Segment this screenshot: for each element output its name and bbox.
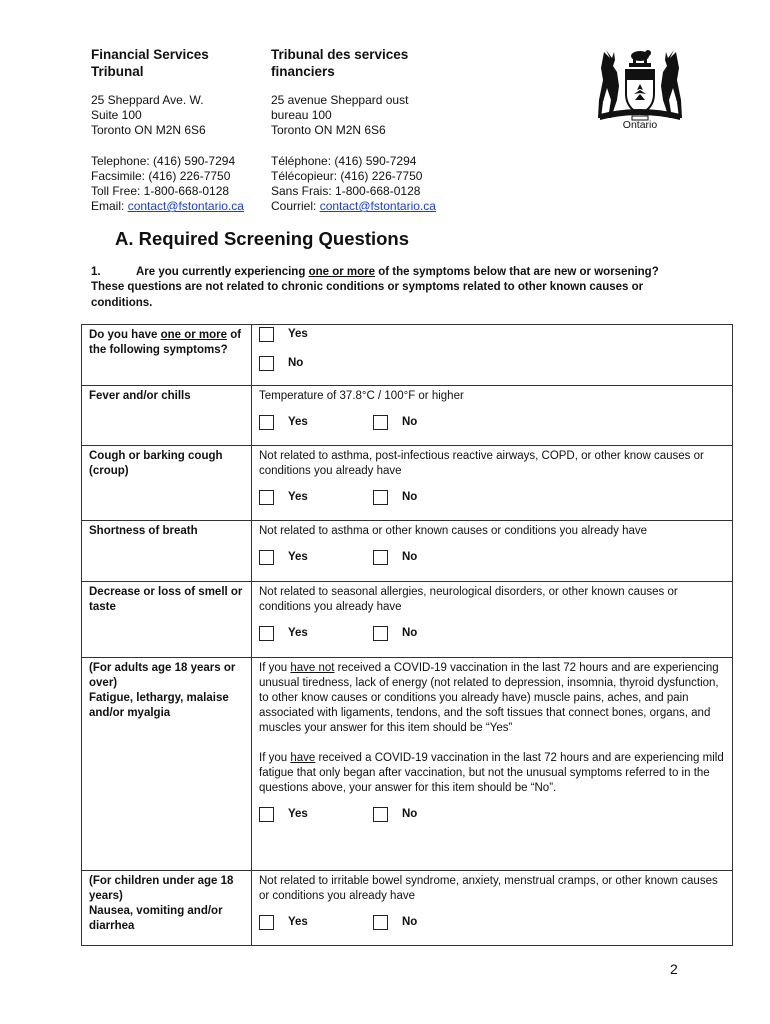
option-label: Yes <box>288 626 308 639</box>
option-no[interactable] <box>373 415 417 430</box>
org-name-line: Tribunal des services <box>271 47 409 62</box>
table-row <box>82 445 732 520</box>
question-number: 1. <box>91 266 101 278</box>
question-1 <box>91 265 681 311</box>
row-label: Fever and/or chills <box>82 386 252 445</box>
label-text: Nausea, vomiting and/or diarrhea <box>89 905 223 932</box>
option-no[interactable] <box>373 550 417 565</box>
checkbox-yes[interactable] <box>259 550 274 565</box>
checkbox-yes[interactable] <box>259 807 274 822</box>
row-description: Not related to asthma or other known causes or conditions you already have <box>259 525 648 537</box>
row-content <box>252 658 732 870</box>
text-emphasis: have <box>290 752 316 764</box>
option-yes[interactable] <box>259 490 373 505</box>
row-label <box>82 871 252 945</box>
option-no[interactable] <box>373 807 417 822</box>
org-name-line: Tribunal <box>91 64 144 79</box>
checkbox-no[interactable] <box>373 915 388 930</box>
row-label: Shortness of breath <box>82 521 252 581</box>
text: received a COVID-19 vaccination in the last 72 hours and are experiencing mild fatigue that only began after vaccination, but not the unusual symptoms referred to in the questions above, your answer for this item should be “No”. <box>259 752 724 794</box>
address-line: bureau 100 <box>271 108 332 122</box>
option-yes[interactable] <box>259 626 373 641</box>
option-yes[interactable] <box>259 327 725 342</box>
checkbox-no[interactable] <box>259 356 274 371</box>
table-row <box>82 870 732 945</box>
label-text: of the following symptoms? <box>89 329 242 356</box>
address-line: 25 avenue Sheppard oust <box>271 93 409 107</box>
text-emphasis: have not <box>290 662 335 674</box>
contact-en <box>91 154 261 214</box>
table-row <box>82 385 732 445</box>
email-label: Email: <box>91 199 128 213</box>
option-no[interactable] <box>373 626 417 641</box>
option-no[interactable] <box>259 356 725 371</box>
email-link[interactable]: contact@fstontario.ca <box>319 199 436 213</box>
address-en <box>91 93 261 138</box>
address-line: Toronto ON M2N 6S6 <box>271 123 386 137</box>
option-label: No <box>402 626 418 639</box>
text: received a COVID-19 vaccination in the last 72 hours and are experiencing unusual tiredness, lack of energy (not related to depression, insomnia, thyroid dysfunction, to other know causes or conditions you already have) muscle pains, aches, and pain associated with ligaments, tendons, and the soft tissues that connect bones, organs, and muscles your answer for this item should be “Yes” <box>259 662 719 734</box>
address-line: Toronto ON M2N 6S6 <box>91 123 206 137</box>
question-text: Are you currently experiencing <box>136 266 309 278</box>
option-yes[interactable] <box>259 915 373 930</box>
screening-table <box>81 324 733 946</box>
option-label: No <box>402 915 418 928</box>
option-label: Yes <box>288 328 308 340</box>
option-yes[interactable] <box>259 550 373 565</box>
checkbox-yes[interactable] <box>259 415 274 430</box>
checkbox-yes[interactable] <box>259 626 274 641</box>
email-line <box>91 199 261 214</box>
toll-free: Sans Frais: 1-800-668-0128 <box>271 184 421 198</box>
org-name-fr <box>271 46 471 80</box>
section-title: A. Required Screening Questions <box>115 228 410 249</box>
text: If you <box>259 662 291 674</box>
row-description: Not related to irritable bowel syndrome, anxiety, menstrual cramps, or other known causes or conditions you already have <box>259 875 718 902</box>
org-name-line: financiers <box>271 64 335 79</box>
logo-label: Ontario <box>622 119 658 131</box>
email-line <box>271 199 471 214</box>
table-row <box>82 657 732 870</box>
row-description: Not related to seasonal allergies, neurological disorders, or other known causes or conditions you already have <box>259 586 678 613</box>
address-line: Suite 100 <box>91 108 142 122</box>
label-text: Do you have <box>89 329 161 341</box>
paragraph-not-vaccinated <box>259 661 725 736</box>
option-label: Yes <box>288 807 308 820</box>
telephone: Telephone: (416) 590-7294 <box>91 154 236 168</box>
org-name-en <box>91 46 261 80</box>
facsimile: Télécopieur: (416) 226-7750 <box>271 169 423 183</box>
row-description: Not related to asthma, post-infectious reactive airways, COPD, or other know causes or conditions you already have <box>259 450 704 477</box>
question-emphasis: one or more <box>308 266 376 278</box>
row-description: Temperature of 37.8°C / 100°F or higher <box>259 390 464 402</box>
address-fr <box>271 93 471 138</box>
option-label: No <box>402 807 418 820</box>
option-label: Yes <box>288 915 308 928</box>
row-content <box>252 386 732 445</box>
page-number: 2 <box>670 961 678 977</box>
contact-fr <box>271 154 471 214</box>
facsimile: Facsimile: (416) 226-7750 <box>91 169 231 183</box>
row-label <box>82 325 252 385</box>
checkbox-no[interactable] <box>373 490 388 505</box>
checkbox-no[interactable] <box>373 550 388 565</box>
header-english <box>91 46 261 214</box>
yes-no-options <box>259 624 725 642</box>
table-row <box>82 581 732 657</box>
paragraph-vaccinated <box>259 751 725 796</box>
table-row <box>82 520 732 581</box>
yes-no-options <box>259 805 725 823</box>
toll-free: Toll Free: 1-800-668-0128 <box>91 184 230 198</box>
row-content <box>252 521 732 581</box>
option-label: Yes <box>288 490 308 503</box>
email-link[interactable]: contact@fstontario.ca <box>127 199 244 213</box>
checkbox-yes[interactable] <box>259 915 274 930</box>
option-no[interactable] <box>373 915 417 930</box>
option-no[interactable] <box>373 490 417 505</box>
label-qualifier: (For children under age 18 years) <box>89 875 234 902</box>
checkbox-yes[interactable] <box>259 327 274 342</box>
org-name-line: Financial Services <box>91 47 209 62</box>
option-label: Yes <box>288 550 308 563</box>
option-label: No <box>402 415 418 428</box>
option-yes[interactable] <box>259 415 373 430</box>
yes-no-options <box>259 413 725 431</box>
option-label: Yes <box>288 415 308 428</box>
row-content <box>252 446 732 520</box>
row-label <box>82 658 252 870</box>
question-text: of the symptoms below that are new or worsening? These questions are not related to chronic conditions or symptoms related to other known causes or conditions. <box>91 266 659 309</box>
label-qualifier: (For adults age 18 years or over) <box>89 662 236 689</box>
telephone: Téléphone: (416) 590-7294 <box>271 154 417 168</box>
address-line: 25 Sheppard Ave. W. <box>91 93 204 107</box>
option-label: No <box>402 490 418 503</box>
yes-no-options <box>259 488 725 506</box>
option-label: No <box>288 357 304 369</box>
yes-no-options <box>259 913 725 931</box>
checkbox-yes[interactable] <box>259 490 274 505</box>
yes-no-options <box>259 548 725 566</box>
option-label: No <box>402 550 418 563</box>
row-content <box>252 582 732 657</box>
row-options <box>252 325 732 385</box>
header-french <box>271 46 471 214</box>
label-text: Fatigue, lethargy, malaise and/or myalgia <box>89 692 229 719</box>
checkbox-no[interactable] <box>373 415 388 430</box>
text: If you <box>259 752 291 764</box>
checkbox-no[interactable] <box>373 807 388 822</box>
checkbox-no[interactable] <box>373 626 388 641</box>
table-row <box>82 325 732 385</box>
label-emphasis: one or more <box>160 329 228 341</box>
row-content <box>252 871 732 945</box>
row-label: Cough or barking cough (croup) <box>82 446 252 520</box>
email-label: Courriel: <box>271 199 320 213</box>
row-label: Decrease or loss of smell or taste <box>82 582 252 657</box>
option-yes[interactable] <box>259 807 373 822</box>
